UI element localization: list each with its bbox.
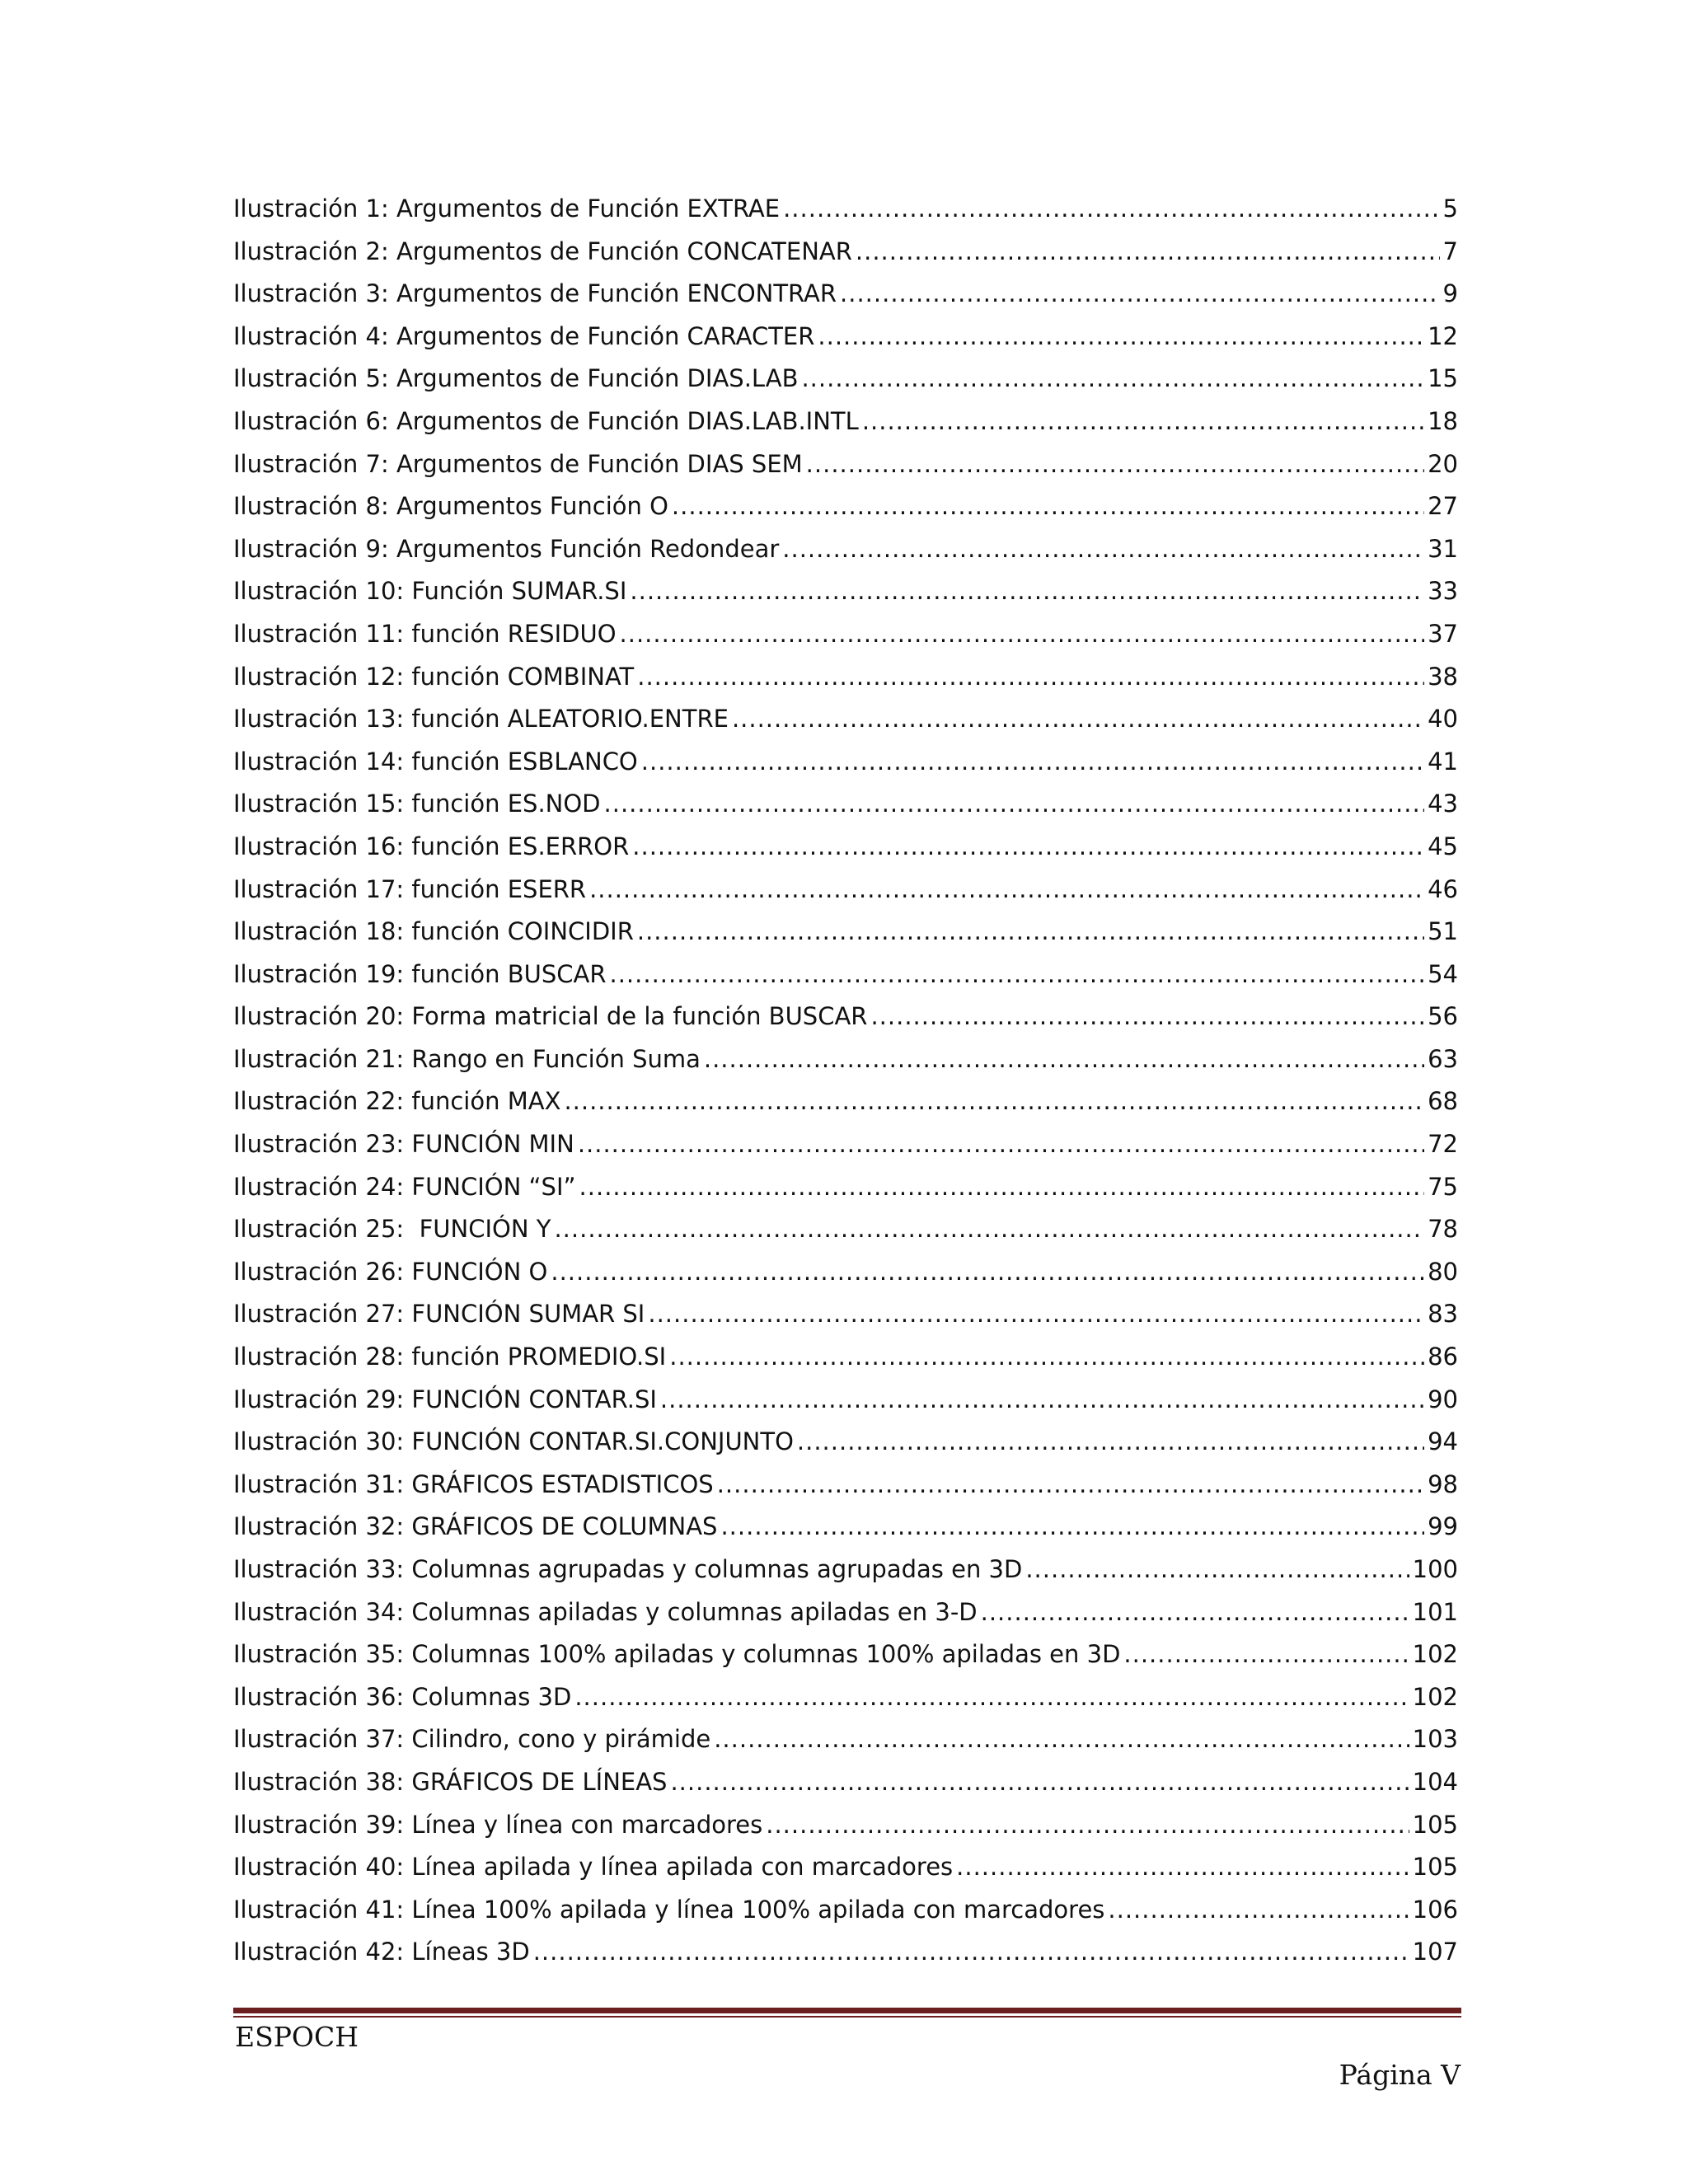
toc-dot-leader xyxy=(641,748,1424,776)
toc-dot-leader xyxy=(806,450,1424,478)
toc-dot-leader xyxy=(554,1215,1424,1243)
toc-entry[interactable] xyxy=(233,748,1458,790)
footer-rule-thin xyxy=(233,2016,1461,2018)
toc-entry-page: 43 xyxy=(1428,790,1458,818)
toc-entry-page: 103 xyxy=(1412,1725,1458,1754)
toc-entry[interactable] xyxy=(233,1002,1458,1045)
toc-entry[interactable] xyxy=(233,790,1458,832)
toc-entry-label: Ilustración 30: FUNCIÓN CONTAR.SI.CONJUNTO xyxy=(233,1427,794,1456)
toc-entry[interactable] xyxy=(233,364,1458,407)
toc-entry-label: Ilustración 13: función ALEATORIO.ENTRE xyxy=(233,705,729,733)
toc-entry-page: 102 xyxy=(1412,1640,1458,1669)
toc-entry-page: 9 xyxy=(1442,279,1458,308)
toc-entry[interactable] xyxy=(233,492,1458,535)
toc-entry-page: 83 xyxy=(1428,1300,1458,1329)
toc-dot-leader xyxy=(840,279,1440,307)
toc-dot-leader xyxy=(1108,1896,1409,1924)
toc-dot-leader xyxy=(609,960,1424,988)
toc-entry[interactable] xyxy=(233,1215,1458,1258)
toc-entry-page: 12 xyxy=(1428,321,1458,350)
toc-dot-leader xyxy=(637,917,1424,945)
toc-entry-label: Ilustración 36: Columnas 3D xyxy=(233,1682,572,1711)
toc-dot-leader xyxy=(574,1683,1409,1711)
toc-entry-label: Ilustración 31: GRÁFICOS ESTADISTICOS xyxy=(233,1469,714,1498)
footer-rule xyxy=(233,2008,1461,2019)
toc-entry-page: 46 xyxy=(1428,874,1458,903)
toc-dot-leader xyxy=(533,1938,1409,1966)
toc-entry-page: 104 xyxy=(1412,1767,1458,1796)
toc-dot-leader xyxy=(1123,1640,1409,1668)
toc-dot-leader xyxy=(579,1173,1425,1201)
toc-entry-page: 41 xyxy=(1428,747,1458,776)
toc-entry-label: Ilustración 35: Columnas 100% apiladas y columnas 100% apiladas en 3D xyxy=(233,1640,1121,1669)
toc-entry-page: 40 xyxy=(1428,705,1458,733)
toc-entry-page: 107 xyxy=(1412,1938,1458,1966)
toc-entry-label: Ilustración 23: FUNCIÓN MIN xyxy=(233,1130,574,1159)
toc-entry-label: Ilustración 14: función ESBLANCO xyxy=(233,747,638,776)
toc-entry-label: Ilustración 34: Columnas apiladas y columnas apiladas en 3-D xyxy=(233,1597,978,1626)
toc-dot-leader xyxy=(672,492,1424,520)
toc-entry-page: 106 xyxy=(1412,1895,1458,1924)
toc-entry[interactable] xyxy=(233,450,1458,493)
toc-entry-page: 51 xyxy=(1428,917,1458,946)
toc-entry-page: 38 xyxy=(1428,662,1458,691)
toc-dot-leader xyxy=(981,1598,1409,1626)
footer-page-number: Página V xyxy=(1339,2059,1461,2091)
toc-entry[interactable] xyxy=(233,875,1458,918)
toc-dot-leader xyxy=(818,322,1424,350)
toc-entry[interactable] xyxy=(233,1087,1458,1130)
toc-entry-label: Ilustración 8: Argumentos Función O xyxy=(233,492,668,521)
toc-entry-label: Ilustración 37: Cilindro, cono y pirámide xyxy=(233,1725,711,1754)
toc-entry-label: Ilustración 41: Línea 100% apilada y línea 100% apilada con marcadores xyxy=(233,1895,1105,1924)
toc-entry-label: Ilustración 39: Línea y línea con marcadores xyxy=(233,1810,763,1839)
toc-entry-label: Ilustración 17: función ESERR xyxy=(233,874,587,903)
toc-entry-page: 86 xyxy=(1428,1343,1458,1371)
toc-entry[interactable] xyxy=(233,1258,1458,1301)
toc-dot-leader xyxy=(669,1343,1424,1371)
footer-institution: ESPOCH xyxy=(235,2021,359,2053)
toc-entry-page: 15 xyxy=(1428,364,1458,393)
toc-entry[interactable] xyxy=(233,194,1458,237)
toc-dot-leader xyxy=(797,1427,1424,1455)
toc-dot-leader xyxy=(856,237,1440,265)
toc-entry-label: Ilustración 4: Argumentos de Función CARACTER xyxy=(233,321,815,350)
toc-entry-label: Ilustración 40: Línea apilada y línea apilada con marcadores xyxy=(233,1853,954,1882)
toc-entry-label: Ilustración 26: FUNCIÓN O xyxy=(233,1257,548,1286)
toc-dot-leader xyxy=(637,663,1424,691)
toc-entry-label: Ilustración 38: GRÁFICOS DE LÍNEAS xyxy=(233,1767,668,1796)
toc-entry-label: Ilustración 16: función ES.ERROR xyxy=(233,832,630,860)
toc-entry-page: 105 xyxy=(1412,1853,1458,1882)
toc-entry-label: Ilustración 28: función PROMEDIO.SI xyxy=(233,1343,667,1371)
toc-entry-page: 101 xyxy=(1412,1597,1458,1626)
toc-entry[interactable] xyxy=(233,1811,1458,1854)
toc-dot-leader xyxy=(801,364,1424,392)
toc-entry-label: Ilustración 18: función COINCIDIR xyxy=(233,917,634,946)
toc-entry-page: 75 xyxy=(1428,1172,1458,1201)
toc-entry-page: 45 xyxy=(1428,832,1458,860)
toc-entry[interactable] xyxy=(233,1300,1458,1343)
toc-entry[interactable] xyxy=(233,535,1458,578)
toc-entry-label: Ilustración 32: GRÁFICOS DE COLUMNAS xyxy=(233,1512,718,1541)
toc-entry-page: 7 xyxy=(1442,237,1458,265)
toc-entry[interactable] xyxy=(233,1555,1458,1598)
toc-entry-label: Ilustración 1: Argumentos de Función EXTRAE xyxy=(233,194,781,223)
toc-entry-label: Ilustración 12: función COMBINAT xyxy=(233,662,635,691)
toc-dot-leader xyxy=(620,620,1425,648)
toc-dot-leader xyxy=(604,790,1425,818)
toc-entry[interactable] xyxy=(233,237,1458,280)
toc-entry-page: 33 xyxy=(1428,577,1458,606)
toc-entry-page: 37 xyxy=(1428,619,1458,648)
toc-entry-label: Ilustración 6: Argumentos de Función DIAS.LAB.INTL xyxy=(233,406,859,435)
toc-dot-leader xyxy=(1025,1555,1409,1583)
toc-entry-label: Ilustración 5: Argumentos de Función DIAS.LAB xyxy=(233,364,799,393)
toc-entry-label: Ilustración 42: Líneas 3D xyxy=(233,1938,530,1966)
toc-entry-page: 99 xyxy=(1428,1512,1458,1541)
toc-entry-page: 27 xyxy=(1428,492,1458,521)
toc-entry-page: 102 xyxy=(1412,1682,1458,1711)
toc-entry-label: Ilustración 10: Función SUMAR.SI xyxy=(233,577,627,606)
toc-entry-label: Ilustración 20: Forma matricial de la función BUSCAR xyxy=(233,1002,868,1031)
toc-entry-label: Ilustración 9: Argumentos Función Redondear xyxy=(233,534,780,563)
toc-entry-page: 98 xyxy=(1428,1469,1458,1498)
toc-entry-page: 5 xyxy=(1442,194,1458,223)
toc-entry[interactable] xyxy=(233,1683,1458,1726)
toc-dot-leader xyxy=(782,535,1424,563)
toc-entry[interactable] xyxy=(233,1725,1458,1768)
toc-dot-leader xyxy=(630,577,1424,605)
toc-entry[interactable] xyxy=(233,832,1458,875)
toc-entry[interactable] xyxy=(233,279,1458,322)
toc-entry[interactable] xyxy=(233,1385,1458,1428)
toc-entry-page: 72 xyxy=(1428,1130,1458,1159)
toc-entry[interactable] xyxy=(233,960,1458,1003)
toc-entry[interactable] xyxy=(233,1130,1458,1173)
toc-entry-label: Ilustración 7: Argumentos de Función DIAS SEM xyxy=(233,449,803,478)
toc-entry-page: 68 xyxy=(1428,1087,1458,1116)
toc-dot-leader xyxy=(732,705,1424,733)
toc-dot-leader xyxy=(717,1470,1424,1498)
toc-dot-leader xyxy=(670,1768,1409,1796)
toc-entry[interactable] xyxy=(233,322,1458,365)
toc-entry[interactable] xyxy=(233,917,1458,960)
toc-dot-leader xyxy=(632,832,1424,860)
toc-entry-page: 18 xyxy=(1428,406,1458,435)
toc-entry[interactable] xyxy=(233,1427,1458,1470)
toc-dot-leader xyxy=(783,194,1439,223)
toc-entry[interactable] xyxy=(233,1938,1458,1980)
toc-entry-page: 63 xyxy=(1428,1044,1458,1073)
toc-entry-page: 54 xyxy=(1428,959,1458,988)
toc-dot-leader xyxy=(551,1258,1424,1286)
toc-entry-label: Ilustración 29: FUNCIÓN CONTAR.SI xyxy=(233,1385,657,1413)
toc-entry[interactable] xyxy=(233,1768,1458,1811)
toc-entry-page: 90 xyxy=(1428,1385,1458,1413)
toc-entry-label: Ilustración 27: FUNCIÓN SUMAR SI xyxy=(233,1300,645,1329)
toc-entry-page: 56 xyxy=(1428,1002,1458,1031)
table-of-illustrations xyxy=(233,194,1458,1980)
toc-dot-leader xyxy=(956,1853,1409,1881)
toc-entry[interactable] xyxy=(233,1598,1458,1641)
toc-entry-label: Ilustración 25: FUNCIÓN Y xyxy=(233,1215,551,1244)
toc-entry[interactable] xyxy=(233,1173,1458,1216)
toc-dot-leader xyxy=(714,1725,1409,1753)
toc-entry[interactable] xyxy=(233,620,1458,663)
toc-entry[interactable] xyxy=(233,1853,1458,1896)
toc-entry-label: Ilustración 3: Argumentos de Función ENCONTRAR xyxy=(233,279,837,308)
toc-dot-leader xyxy=(720,1512,1424,1540)
toc-dot-leader xyxy=(578,1130,1424,1158)
toc-entry[interactable] xyxy=(233,1640,1458,1683)
toc-entry-label: Ilustración 33: Columnas agrupadas y columnas agrupadas en 3D xyxy=(233,1555,1023,1583)
toc-dot-leader xyxy=(564,1087,1424,1115)
toc-entry-page: 80 xyxy=(1428,1257,1458,1286)
toc-entry-page: 105 xyxy=(1412,1810,1458,1839)
toc-entry-page: 100 xyxy=(1412,1555,1458,1583)
toc-dot-leader xyxy=(589,875,1424,903)
toc-entry-page: 20 xyxy=(1428,449,1458,478)
toc-entry[interactable] xyxy=(233,1045,1458,1088)
toc-entry-page: 78 xyxy=(1428,1215,1458,1244)
toc-entry-page: 94 xyxy=(1428,1427,1458,1456)
toc-entry-label: Ilustración 11: función RESIDUO xyxy=(233,619,617,648)
toc-entry-label: Ilustración 22: función MAX xyxy=(233,1087,561,1116)
toc-dot-leader xyxy=(648,1300,1424,1328)
toc-entry[interactable] xyxy=(233,1896,1458,1938)
toc-entry[interactable] xyxy=(233,1470,1458,1513)
footer-rule-thick xyxy=(233,2008,1461,2013)
toc-entry-label: Ilustración 2: Argumentos de Función CONCATENAR xyxy=(233,237,852,265)
toc-entry[interactable] xyxy=(233,663,1458,705)
toc-dot-leader xyxy=(766,1811,1409,1839)
toc-entry[interactable] xyxy=(233,407,1458,450)
toc-entry-label: Ilustración 21: Rango en Función Suma xyxy=(233,1044,701,1073)
toc-entry[interactable] xyxy=(233,577,1458,620)
toc-entry[interactable] xyxy=(233,1512,1458,1555)
toc-dot-leader xyxy=(862,407,1424,435)
toc-entry[interactable] xyxy=(233,1343,1458,1385)
toc-entry-label: Ilustración 19: función BUSCAR xyxy=(233,959,607,988)
toc-entry-page: 31 xyxy=(1428,534,1458,563)
toc-entry[interactable] xyxy=(233,705,1458,748)
toc-dot-leader xyxy=(870,1002,1424,1030)
toc-entry-label: Ilustración 24: FUNCIÓN “SI” xyxy=(233,1172,576,1201)
toc-dot-leader xyxy=(660,1385,1424,1413)
toc-entry-label: Ilustración 15: función ES.NOD xyxy=(233,790,601,818)
toc-dot-leader xyxy=(704,1045,1424,1073)
